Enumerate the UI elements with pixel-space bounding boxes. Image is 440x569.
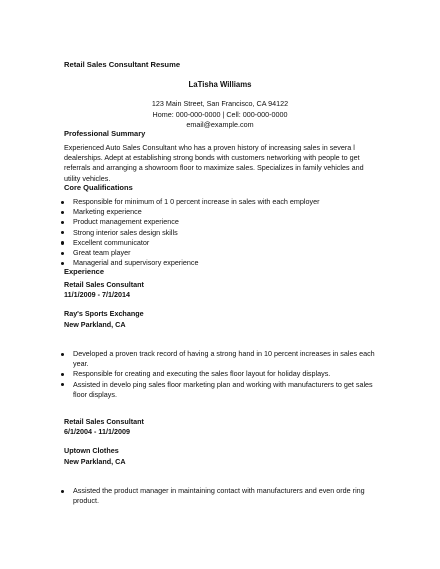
experience-heading: Experience (64, 267, 105, 276)
list-item: Assisted the product manager in maintaining contact with manufacturers and even orde ring product. (60, 486, 378, 506)
job-role: Retail Sales Consultant (64, 417, 144, 426)
job-location: New Parkland, CA (64, 457, 126, 466)
job-duties-list (60, 349, 378, 400)
qualifications-list (60, 197, 380, 268)
job-dates: 6/1/2004 - 11/1/2009 (64, 427, 130, 436)
list-item: Developed a proven track record of having a strong hand in 10 percent increases in sales each year. (60, 349, 378, 369)
document-title: Retail Sales Consultant Resume (64, 60, 181, 69)
list-item: Managerial and supervisory experience (60, 258, 380, 268)
list-item: Marketing experience (60, 207, 380, 217)
job-company: Ray's Sports Exchange (64, 309, 144, 318)
contact-block (0, 99, 440, 131)
summary-paragraph: Experienced Auto Sales Consultant who has a proven history of increasing sales in severa l dealerships. Adept at establishing strong bonds with customers networking with people to get referrals and arranging a showroom floor to maximize sales. Specializes in family vehicles and utility vehicles. (64, 143, 364, 183)
list-item: Strong interior sales design skills (60, 228, 380, 238)
list-item: Responsible for minimum of 1 0 percent increase in sales with each employer (60, 197, 380, 207)
list-item: Excellent communicator (60, 238, 380, 248)
email-address: email@example.com (186, 120, 254, 130)
list-item: Product management experience (60, 217, 380, 227)
phone-numbers: Home: 000-000-0000 | Cell: 000-000-0000 (152, 109, 288, 119)
job-location: New Parkland, CA (64, 320, 126, 329)
list-item: Responsible for creating and executing the sales floor layout for holiday displays. (60, 369, 378, 379)
address: 123 Main Street, San Francisco, CA 94122 (151, 99, 289, 108)
summary-heading: Professional Summary (64, 129, 146, 138)
job-duties-list (60, 486, 378, 506)
candidate-name: LaTisha Williams (188, 80, 252, 89)
job-company: Uptown Clothes (64, 446, 119, 455)
list-item: Assisted in develo ping sales floor marketing plan and working with manufacturers to get sales floor displays. (60, 380, 378, 400)
job-dates: 11/1/2009 - 7/1/2014 (64, 290, 130, 299)
list-item: Great team player (60, 248, 380, 258)
job-role: Retail Sales Consultant (64, 280, 144, 289)
qualifications-heading: Core Qualifications (64, 183, 133, 192)
